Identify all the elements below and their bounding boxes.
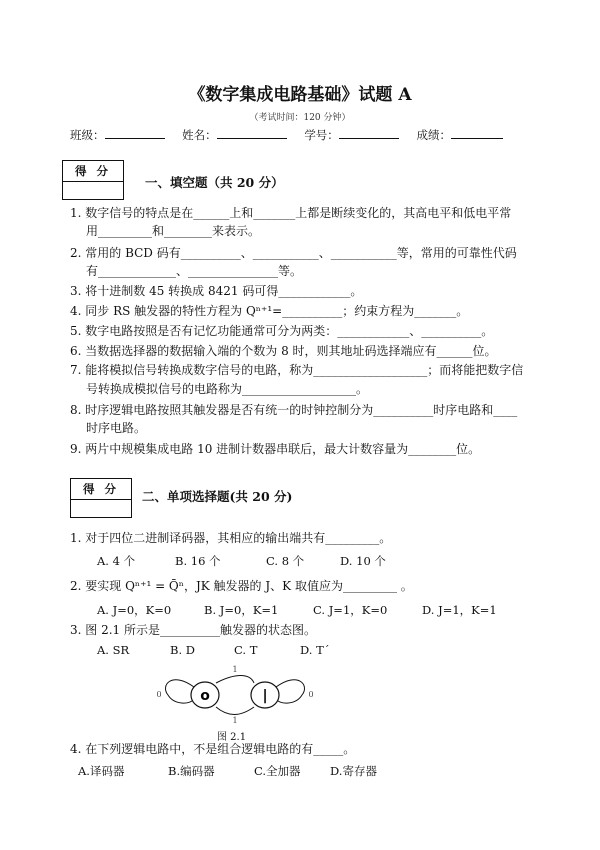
score-box-label: 得 分 — [63, 161, 123, 182]
fill-question-line: 5. 数字电路按照是否有记忆功能通常可分为两类：____________、__________。 — [70, 324, 494, 338]
section1-heading: 一、填空题（共 20 分） — [145, 175, 284, 190]
page-title: 《数字集成电路基础》试题 A — [188, 85, 412, 105]
state-diagram-figure — [150, 665, 320, 725]
fill-question-line: 6. 当数据选择器的数据输入端的个数为 8 时，则其地址码选择端应有______位。 — [70, 344, 497, 358]
q1-option-c[interactable]: C. 8 个 — [266, 554, 305, 568]
fill-question-line: 8. 时序逻辑电路按照其触发器是否有统一的时钟控制分为__________时序电路和____ — [70, 403, 518, 417]
state-label-0: o — [200, 688, 210, 704]
score-label: 成绩： — [416, 128, 451, 142]
q4-option-b[interactable]: B.编码器 — [168, 764, 215, 778]
self-loop-right — [276, 680, 304, 703]
right-loop-label: 0 — [308, 690, 314, 699]
class-blank[interactable] — [105, 127, 165, 139]
q3-option-a[interactable]: A. SR — [97, 643, 130, 657]
name-blank[interactable] — [217, 127, 287, 139]
q2-option-a[interactable]: A. J=0，K=0 — [97, 603, 172, 617]
q4-option-d[interactable]: D.寄存器 — [330, 764, 377, 778]
q3-option-b[interactable]: B. D — [170, 643, 195, 657]
section2-heading: 二、单项选择题(共 20 分) — [142, 489, 293, 504]
score-box-label: 得 分 — [71, 479, 131, 500]
q1-option-a[interactable]: A. 4 个 — [97, 554, 136, 568]
top-transition-label: 1 — [232, 665, 238, 674]
class-label: 班级： — [70, 128, 105, 142]
q2-option-d[interactable]: D. J=1，K=1 — [422, 603, 497, 617]
fill-question-line: 4. 同步 RS 触发器的特性方程为 Qⁿ⁺¹=__________；约束方程为_______。 — [70, 304, 469, 318]
fill-question-line: 2. 常用的 BCD 码有__________、___________、___________等，常用的可靠性代码 — [70, 246, 517, 260]
fill-question-line: 7. 能将模拟信号转换成数字信号的电路，称为___________________；而将能把数字信 — [70, 363, 524, 377]
q1-option-d[interactable]: D. 10 个 — [340, 554, 386, 568]
fill-question-line: 有_____________、_______________等。 — [86, 264, 303, 278]
student-id-label: 学号： — [304, 128, 339, 142]
choice-question-1: 1. 对于四位二进制译码器，其相应的输出端共有_________。 — [70, 531, 392, 545]
fill-question-line: 3. 将十进制数 45 转换成 8421 码可得____________。 — [70, 284, 363, 298]
q4-option-c[interactable]: C.全加器 — [254, 764, 301, 778]
figure-caption: 图 2.1 — [217, 732, 247, 743]
q1-option-b[interactable]: B. 16 个 — [175, 554, 221, 568]
score-box-section2 — [70, 478, 132, 518]
choice-question-3: 3. 图 2.1 所示是__________触发器的状态图。 — [70, 623, 316, 637]
fill-question-line: 1. 数字信号的特点是在______上和_______上都是断续变化的，其高电平和低电平常 — [70, 206, 512, 220]
score-blank[interactable] — [451, 127, 503, 139]
fill-question-line: 时序电路。 — [86, 421, 147, 435]
q2-option-b[interactable]: B. J=0，K=1 — [204, 603, 279, 617]
fill-question-line: 9. 两片中规模集成电路 10 进制计数器串联后，最大计数容量为________位。 — [70, 442, 481, 456]
transition-1-to-0 — [216, 707, 254, 715]
self-loop-left — [166, 680, 194, 703]
fill-question-line: 用_________和________来表示。 — [86, 224, 261, 238]
choice-question-2: 2. 要实现 Qⁿ⁺¹ = Q̄ⁿ，JK 触发器的 J、K 取值应为_________ 。 — [70, 579, 413, 593]
q2-option-c[interactable]: C. J=1，K=0 — [313, 603, 388, 617]
name-label: 姓名： — [182, 128, 217, 142]
transition-0-to-1 — [216, 676, 254, 684]
score-box-section1 — [62, 160, 124, 200]
student-info-row — [70, 127, 517, 143]
q3-option-d[interactable]: D. T´ — [300, 643, 330, 657]
exam-duration: （考试时间：120 分钟） — [249, 113, 351, 123]
q4-option-a[interactable]: A.译码器 — [78, 764, 125, 778]
bottom-transition-label: 1 — [232, 716, 238, 725]
choice-question-4: 4. 在下列逻辑电路中，不是组合逻辑电路的有_____。 — [70, 742, 356, 756]
left-loop-label: 0 — [156, 690, 162, 699]
state-label-1: | — [262, 688, 268, 704]
student-id-blank[interactable] — [339, 127, 399, 139]
fill-question-line: 号转换成模拟信号的电路称为___________________。 — [86, 382, 369, 396]
q3-option-c[interactable]: C. T — [234, 643, 258, 657]
